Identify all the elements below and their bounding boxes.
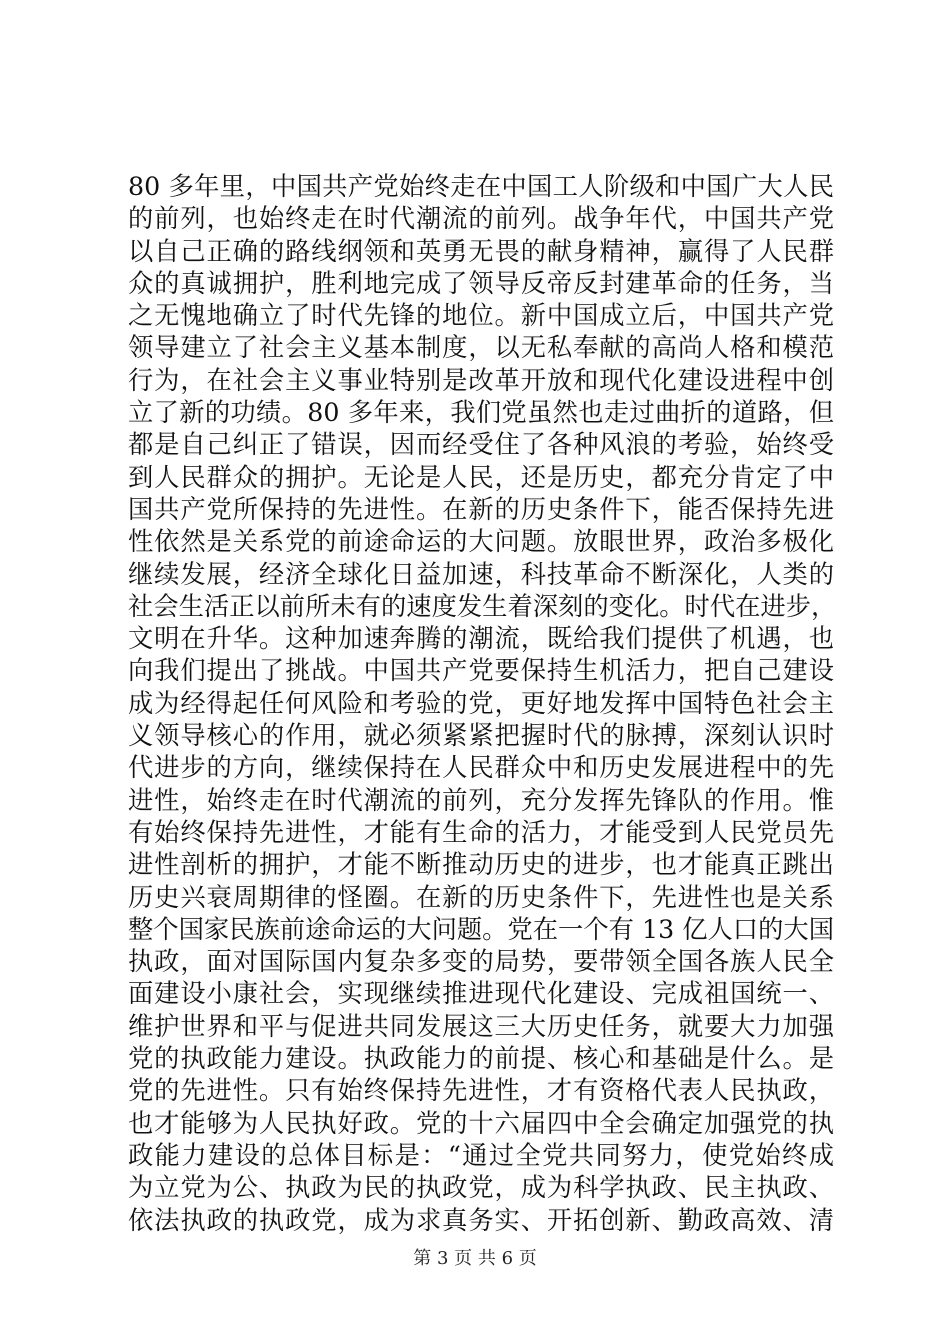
text-line: 文明在升华。这种加速奔腾的潮流，既给我们提供了机遇，也	[128, 624, 834, 654]
text-line: 到人民群众的拥护。无论是人民，还是历史，都充分肯定了中	[128, 462, 834, 492]
text-line: 之无愧地确立了时代先锋的地位。新中国成立后，中国共产党	[128, 301, 834, 331]
text-line: 都是自己纠正了错误，因而经受住了各种风浪的考验，始终受	[128, 430, 834, 460]
text-line: 面建设小康社会，实现继续推进现代化建设、完成祖国统一、	[128, 979, 834, 1009]
text-line: 依法执政的执政党，成为求真务实、开拓创新、勤政高效、清	[128, 1205, 834, 1235]
text-line: 众的真诚拥护，胜利地完成了领导反帝反封建革命的任务，当	[128, 268, 834, 298]
body-paragraph	[128, 171, 837, 1237]
text-line: 向我们提出了挑战。中国共产党要保持生机活力，把自己建设	[128, 656, 834, 686]
text-line: 的前列，也始终走在时代潮流的前列。战争年代，中国共产党	[128, 204, 834, 234]
text-line: 继续发展，经济全球化日益加速，科技革命不断深化，人类的	[128, 559, 834, 589]
text-line: 80 多年里，中国共产党始终走在中国工人阶级和中国广大人民	[128, 172, 834, 201]
text-line: 立了新的功绩。80 多年来，我们党虽然也走过曲折的道路，但	[128, 398, 834, 428]
text-line: 行为，在社会主义事业特别是改革开放和现代化建设进程中创	[128, 365, 834, 395]
text-line: 进性剖析的拥护，才能不断推动历史的进步，也才能真正跳出	[128, 850, 834, 880]
text-line: 义领导核心的作用，就必须紧紧把握时代的脉搏，深刻认识时	[128, 721, 834, 751]
text-line: 性依然是关系党的前途命运的大问题。放眼世界，政治多极化	[128, 527, 834, 557]
page-footer	[0, 1244, 950, 1270]
text-line: 整个国家民族前途命运的大问题。党在一个有 13 亿人口的大国	[128, 914, 834, 944]
text-line: 也才能够为人民执好政。党的十六届四中全会确定加强党的执	[128, 1108, 834, 1138]
text-line: 政能力建设的总体目标是：“通过全党共同努力，使党始终成	[128, 1140, 834, 1170]
text-line: 党的先进性。只有始终保持先进性，才有资格代表人民执政，	[128, 1076, 834, 1106]
text-line: 以自己正确的路线纲领和英勇无畏的献身精神，赢得了人民群	[128, 236, 834, 266]
text-line: 执政，面对国际国内复杂多变的局势，要带领全国各族人民全	[128, 947, 834, 977]
text-line: 党的执政能力建设。执政能力的前提、核心和基础是什么。是	[128, 1044, 834, 1074]
text-line: 进性，始终走在时代潮流的前列，充分发挥先锋队的作用。惟	[128, 785, 834, 815]
text-line: 有始终保持先进性，才能有生命的活力，才能受到人民党员先	[128, 817, 834, 847]
text-line: 国共产党所保持的先进性。在新的历史条件下，能否保持先进	[128, 494, 834, 524]
text-line: 历史兴衰周期律的怪圈。在新的历史条件下，先进性也是关系	[128, 882, 834, 912]
text-line: 维护世界和平与促进共同发展这三大历史任务，就要大力加强	[128, 1011, 834, 1041]
page-number-indicator: 第 3 页 共 6 页	[413, 1248, 537, 1269]
text-line: 代进步的方向，继续保持在人民群众中和历史发展进程中的先	[128, 753, 834, 783]
text-line: 社会生活正以前所未有的速度发生着深刻的变化。时代在进步，	[128, 591, 837, 621]
text-line: 为立党为公、执政为民的执政党，成为科学执政、民主执政、	[128, 1173, 834, 1203]
text-line: 成为经得起任何风险和考验的党，更好地发挥中国特色社会主	[128, 688, 834, 718]
text-line: 领导建立了社会主义基本制度，以无私奉献的高尚人格和模范	[128, 333, 834, 363]
